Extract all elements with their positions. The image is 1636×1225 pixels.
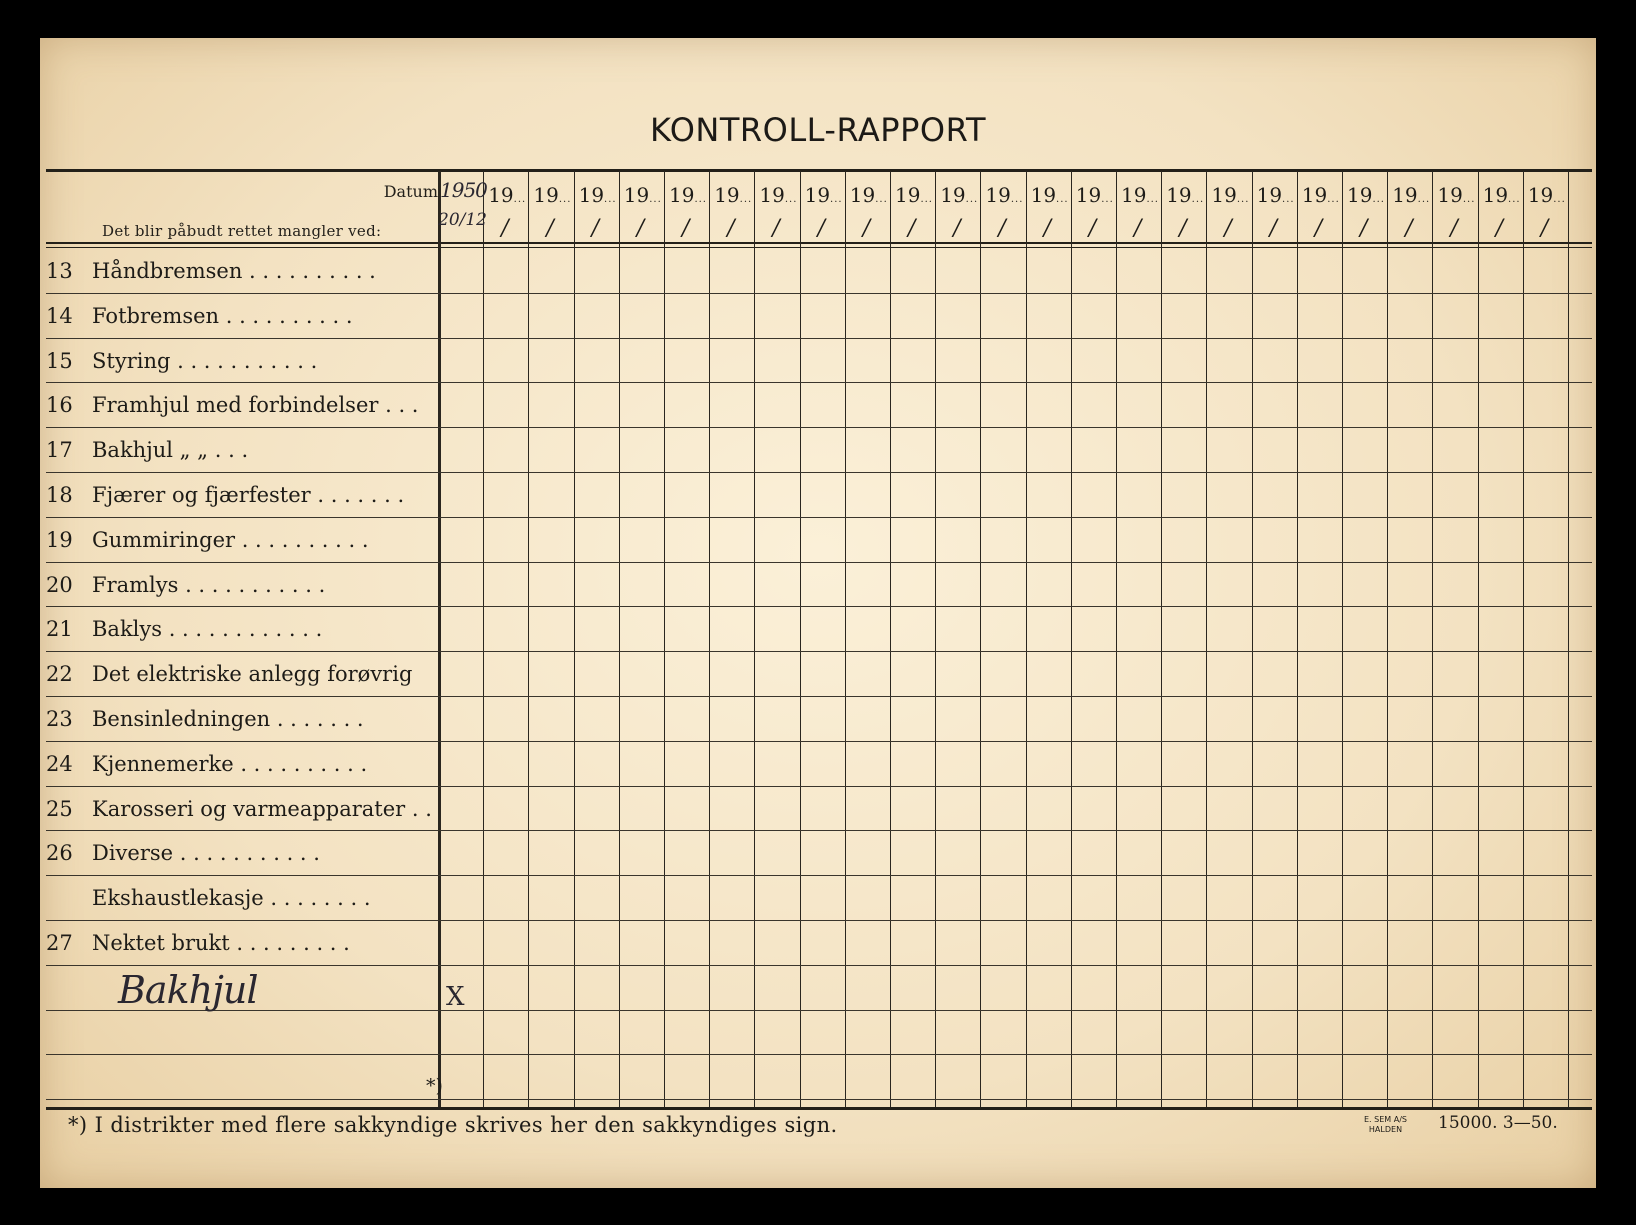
date-separator: / [862, 216, 871, 241]
year-blank: ... [1010, 194, 1024, 205]
row-label-text: Bakhjul „ „ . . . [92, 438, 249, 463]
year-prefix: 19 [985, 183, 1011, 207]
header-rule [46, 242, 1592, 244]
row-divider [46, 472, 1592, 473]
defect-row [46, 259, 486, 289]
printer-imprint [1364, 1115, 1407, 1135]
row-divider [46, 920, 1592, 921]
year-field [1211, 183, 1249, 207]
year-field [1483, 183, 1521, 207]
row-label-text: Diverse . . . . . . . . . . . [92, 841, 320, 866]
row-number: 15 [46, 348, 73, 373]
year-prefix: 19 [1347, 183, 1373, 207]
row-label-text: Ekshaustlekasje . . . . . . . . [92, 886, 371, 911]
row-label-text: Baklys . . . . . . . . . . . . [92, 617, 323, 642]
year-blank: ... [875, 194, 888, 205]
column-divider [1206, 171, 1207, 1107]
year-prefix: 19 [623, 183, 650, 207]
year-blank: ... [1101, 194, 1114, 205]
printer-city: HALDEN [1368, 1125, 1403, 1134]
column-divider [1297, 171, 1298, 1107]
date-separator: / [1540, 216, 1549, 241]
defect-row [46, 797, 486, 827]
date-separator: / [1269, 216, 1278, 241]
row-divider [46, 741, 1592, 742]
defect-row [46, 662, 486, 692]
year-blank: ... [1462, 194, 1476, 205]
column-divider [754, 171, 755, 1107]
row-label-text: Kjennemerke . . . . . . . . . . [92, 751, 368, 776]
column-divider [574, 171, 575, 1107]
row-divider [46, 830, 1592, 831]
date-separator: / [1405, 216, 1413, 241]
row-number: 27 [46, 931, 73, 955]
year-field [1347, 183, 1385, 207]
print-code: 15000. 3—50. [1438, 1113, 1558, 1133]
year-prefix: 19 [1301, 183, 1328, 207]
year-prefix: 19 [1392, 183, 1418, 207]
row-divider [46, 651, 1592, 652]
year-blank: ... [1282, 194, 1295, 205]
column-divider [1252, 171, 1253, 1107]
date-separator: / [1495, 216, 1504, 241]
year-blank: ... [1553, 194, 1566, 205]
row-divider [46, 965, 1592, 966]
defect-row [46, 483, 486, 513]
handwritten-year: 1950 [440, 178, 487, 202]
year-blank: ... [1191, 194, 1205, 205]
date-separator: / [1088, 216, 1097, 241]
handwritten-date: 20/12 [438, 210, 487, 230]
date-separator: / [1224, 216, 1232, 241]
year-field [985, 183, 1023, 207]
page-title: KONTROLL-RAPPORT [649, 111, 987, 149]
year-prefix: 19 [1437, 183, 1463, 207]
column-divider [980, 171, 981, 1107]
footnote: *) I distrikter med flere sakkyndige skrives her den sakkyndiges sign. [68, 1113, 838, 1137]
row-label-text: Gummiringer . . . . . . . . . . [92, 527, 369, 552]
printer-name: E. SEM A/S [1364, 1115, 1407, 1124]
year-field [624, 183, 662, 207]
date-separator: / [1179, 216, 1187, 241]
row-label-text: Styring . . . . . . . . . . . [92, 348, 318, 373]
row-label-text: Fotbremsen . . . . . . . . . . [92, 303, 353, 328]
year-field [1528, 183, 1566, 207]
date-separator: / [1360, 216, 1368, 241]
year-prefix: 19 [804, 183, 831, 207]
date-separator: / [682, 216, 690, 241]
column-divider [664, 171, 665, 1107]
year-prefix: 19 [895, 183, 921, 207]
defect-row [46, 349, 486, 379]
year-field [1302, 183, 1340, 207]
defect-row [46, 886, 486, 916]
row-divider [46, 1054, 1592, 1055]
row-label-text: Bensinledningen . . . . . . . [92, 707, 364, 731]
year-prefix: 19 [669, 183, 695, 207]
year-field [579, 183, 617, 207]
defect-row [46, 304, 486, 334]
year-prefix: 19 [1030, 183, 1057, 207]
year-prefix: 19 [488, 183, 514, 207]
row-number: 17 [46, 438, 73, 463]
column-divider [709, 171, 710, 1107]
date-separator: / [546, 216, 554, 241]
year-field [488, 183, 526, 207]
column-divider [1523, 171, 1524, 1107]
signature-marker: *) [426, 1075, 443, 1097]
year-prefix: 19 [1482, 183, 1509, 207]
year-blank: ... [1372, 194, 1385, 205]
year-field [940, 183, 978, 207]
year-blank: ... [1327, 194, 1340, 205]
defect-row [46, 438, 486, 468]
year-prefix: 19 [1527, 183, 1554, 207]
year-blank: ... [1508, 194, 1521, 205]
row-number: 18 [46, 483, 73, 507]
datum-label: Datum [383, 182, 438, 201]
year-field [669, 183, 707, 207]
year-field [1257, 183, 1295, 207]
year-prefix: 19 [849, 183, 876, 207]
row-divider [46, 696, 1592, 697]
row-label-text: Framhjul med forbindelser . . . [92, 393, 419, 418]
column-divider [1568, 171, 1569, 1107]
row-divider [46, 1010, 1592, 1011]
date-separator: / [591, 216, 600, 241]
column-divider [1478, 171, 1479, 1107]
defect-row [46, 707, 486, 737]
date-separator: / [908, 216, 916, 241]
year-blank: ... [739, 194, 753, 205]
year-blank: ... [1056, 194, 1069, 205]
row-divider [46, 382, 1592, 383]
year-prefix: 19 [1121, 183, 1147, 207]
year-prefix: 19 [940, 183, 966, 207]
date-separator: / [1043, 216, 1052, 241]
year-prefix: 19 [714, 183, 740, 207]
row-number: 19 [46, 527, 73, 552]
defect-row [46, 841, 486, 871]
year-blank: ... [920, 194, 933, 205]
year-prefix: 19 [578, 183, 605, 207]
row-label-text: Karosseri og varmeapparater . . [92, 796, 432, 821]
row-divider [46, 562, 1592, 563]
year-field [1031, 183, 1069, 207]
year-prefix: 19 [1075, 183, 1102, 207]
year-field [1076, 183, 1114, 207]
year-blank: ... [513, 194, 527, 205]
date-separator: / [772, 216, 780, 241]
date-separator: / [817, 216, 826, 241]
date-separator: / [1134, 216, 1142, 241]
row-label-text: Det elektriske anlegg forøvrig [92, 662, 413, 687]
year-field [533, 183, 571, 207]
defect-row [46, 752, 486, 782]
mangler-label: Det blir påbudt rettet mangler ved: [102, 222, 382, 240]
year-field [895, 183, 933, 207]
year-prefix: 19 [533, 183, 559, 207]
year-blank: ... [558, 194, 572, 205]
row-number: 16 [46, 393, 73, 418]
date-separator: / [636, 216, 645, 241]
row-divider [46, 293, 1592, 294]
year-blank: ... [965, 194, 979, 205]
handwritten-x-mark: X [446, 982, 465, 1012]
row-number: 13 [46, 259, 73, 283]
date-separator: / [1314, 216, 1323, 241]
year-field [1437, 183, 1475, 207]
row-number: 20 [46, 572, 73, 597]
year-blank: ... [1417, 194, 1431, 205]
defect-row [46, 573, 486, 603]
row-number: 22 [46, 662, 73, 687]
year-blank: ... [1236, 194, 1250, 205]
column-divider [935, 171, 936, 1107]
date-separator: / [998, 216, 1006, 241]
year-field [714, 183, 752, 207]
top-rule [46, 169, 1592, 172]
column-divider [1071, 171, 1072, 1107]
column-divider [1432, 171, 1433, 1107]
row-number: 25 [46, 796, 73, 821]
row-label-text: Nektet brukt . . . . . . . . . [92, 931, 350, 955]
row-label-text: Håndbremsen . . . . . . . . . . [92, 259, 376, 283]
row-divider [46, 606, 1592, 607]
row-divider [46, 517, 1592, 518]
year-prefix: 19 [1256, 183, 1283, 207]
row-number: 23 [46, 707, 73, 731]
year-field [1392, 183, 1430, 207]
row-divider [46, 1099, 1592, 1100]
date-separator: / [501, 216, 509, 241]
defect-row [46, 617, 486, 647]
column-divider [845, 171, 846, 1107]
year-field [1121, 183, 1159, 207]
defect-row [46, 931, 486, 961]
year-blank: ... [830, 194, 843, 205]
year-field [805, 183, 843, 207]
row-number: 24 [46, 751, 73, 776]
year-blank: ... [649, 194, 662, 205]
inspection-card [40, 38, 1596, 1188]
column-divider [1161, 171, 1162, 1107]
column-divider [528, 171, 529, 1107]
year-prefix: 19 [759, 183, 785, 207]
column-divider [1026, 171, 1027, 1107]
year-field [759, 183, 797, 207]
date-separator: / [1450, 216, 1458, 241]
row-divider [46, 338, 1592, 339]
column-divider [800, 171, 801, 1107]
column-divider [1342, 171, 1343, 1107]
row-label-text: Fjærer og fjærfester . . . . . . . [92, 483, 405, 507]
defect-row [46, 528, 486, 558]
row-number: 14 [46, 303, 73, 328]
date-separator: / [953, 216, 961, 241]
year-prefix: 19 [1166, 183, 1192, 207]
year-field [850, 183, 888, 207]
date-separator: / [727, 216, 735, 241]
row-number: 26 [46, 841, 73, 866]
header-rule-2 [46, 247, 1592, 248]
column-divider [1387, 171, 1388, 1107]
row-divider [46, 875, 1592, 876]
year-prefix: 19 [1211, 183, 1237, 207]
column-divider [890, 171, 891, 1107]
defect-row [46, 393, 486, 423]
row-divider [46, 786, 1592, 787]
row-number: 21 [46, 617, 73, 642]
year-blank: ... [604, 194, 617, 205]
year-blank: ... [784, 194, 798, 205]
column-divider [1116, 171, 1117, 1107]
year-blank: ... [1146, 194, 1159, 205]
row-label-text: Framlys . . . . . . . . . . . [92, 572, 326, 597]
year-field [1166, 183, 1204, 207]
column-divider [619, 171, 620, 1107]
row-divider [46, 427, 1592, 428]
handwritten-extra-item: Bakhjul [118, 968, 258, 1012]
year-blank: ... [694, 194, 707, 205]
bottom-rule [46, 1107, 1592, 1110]
